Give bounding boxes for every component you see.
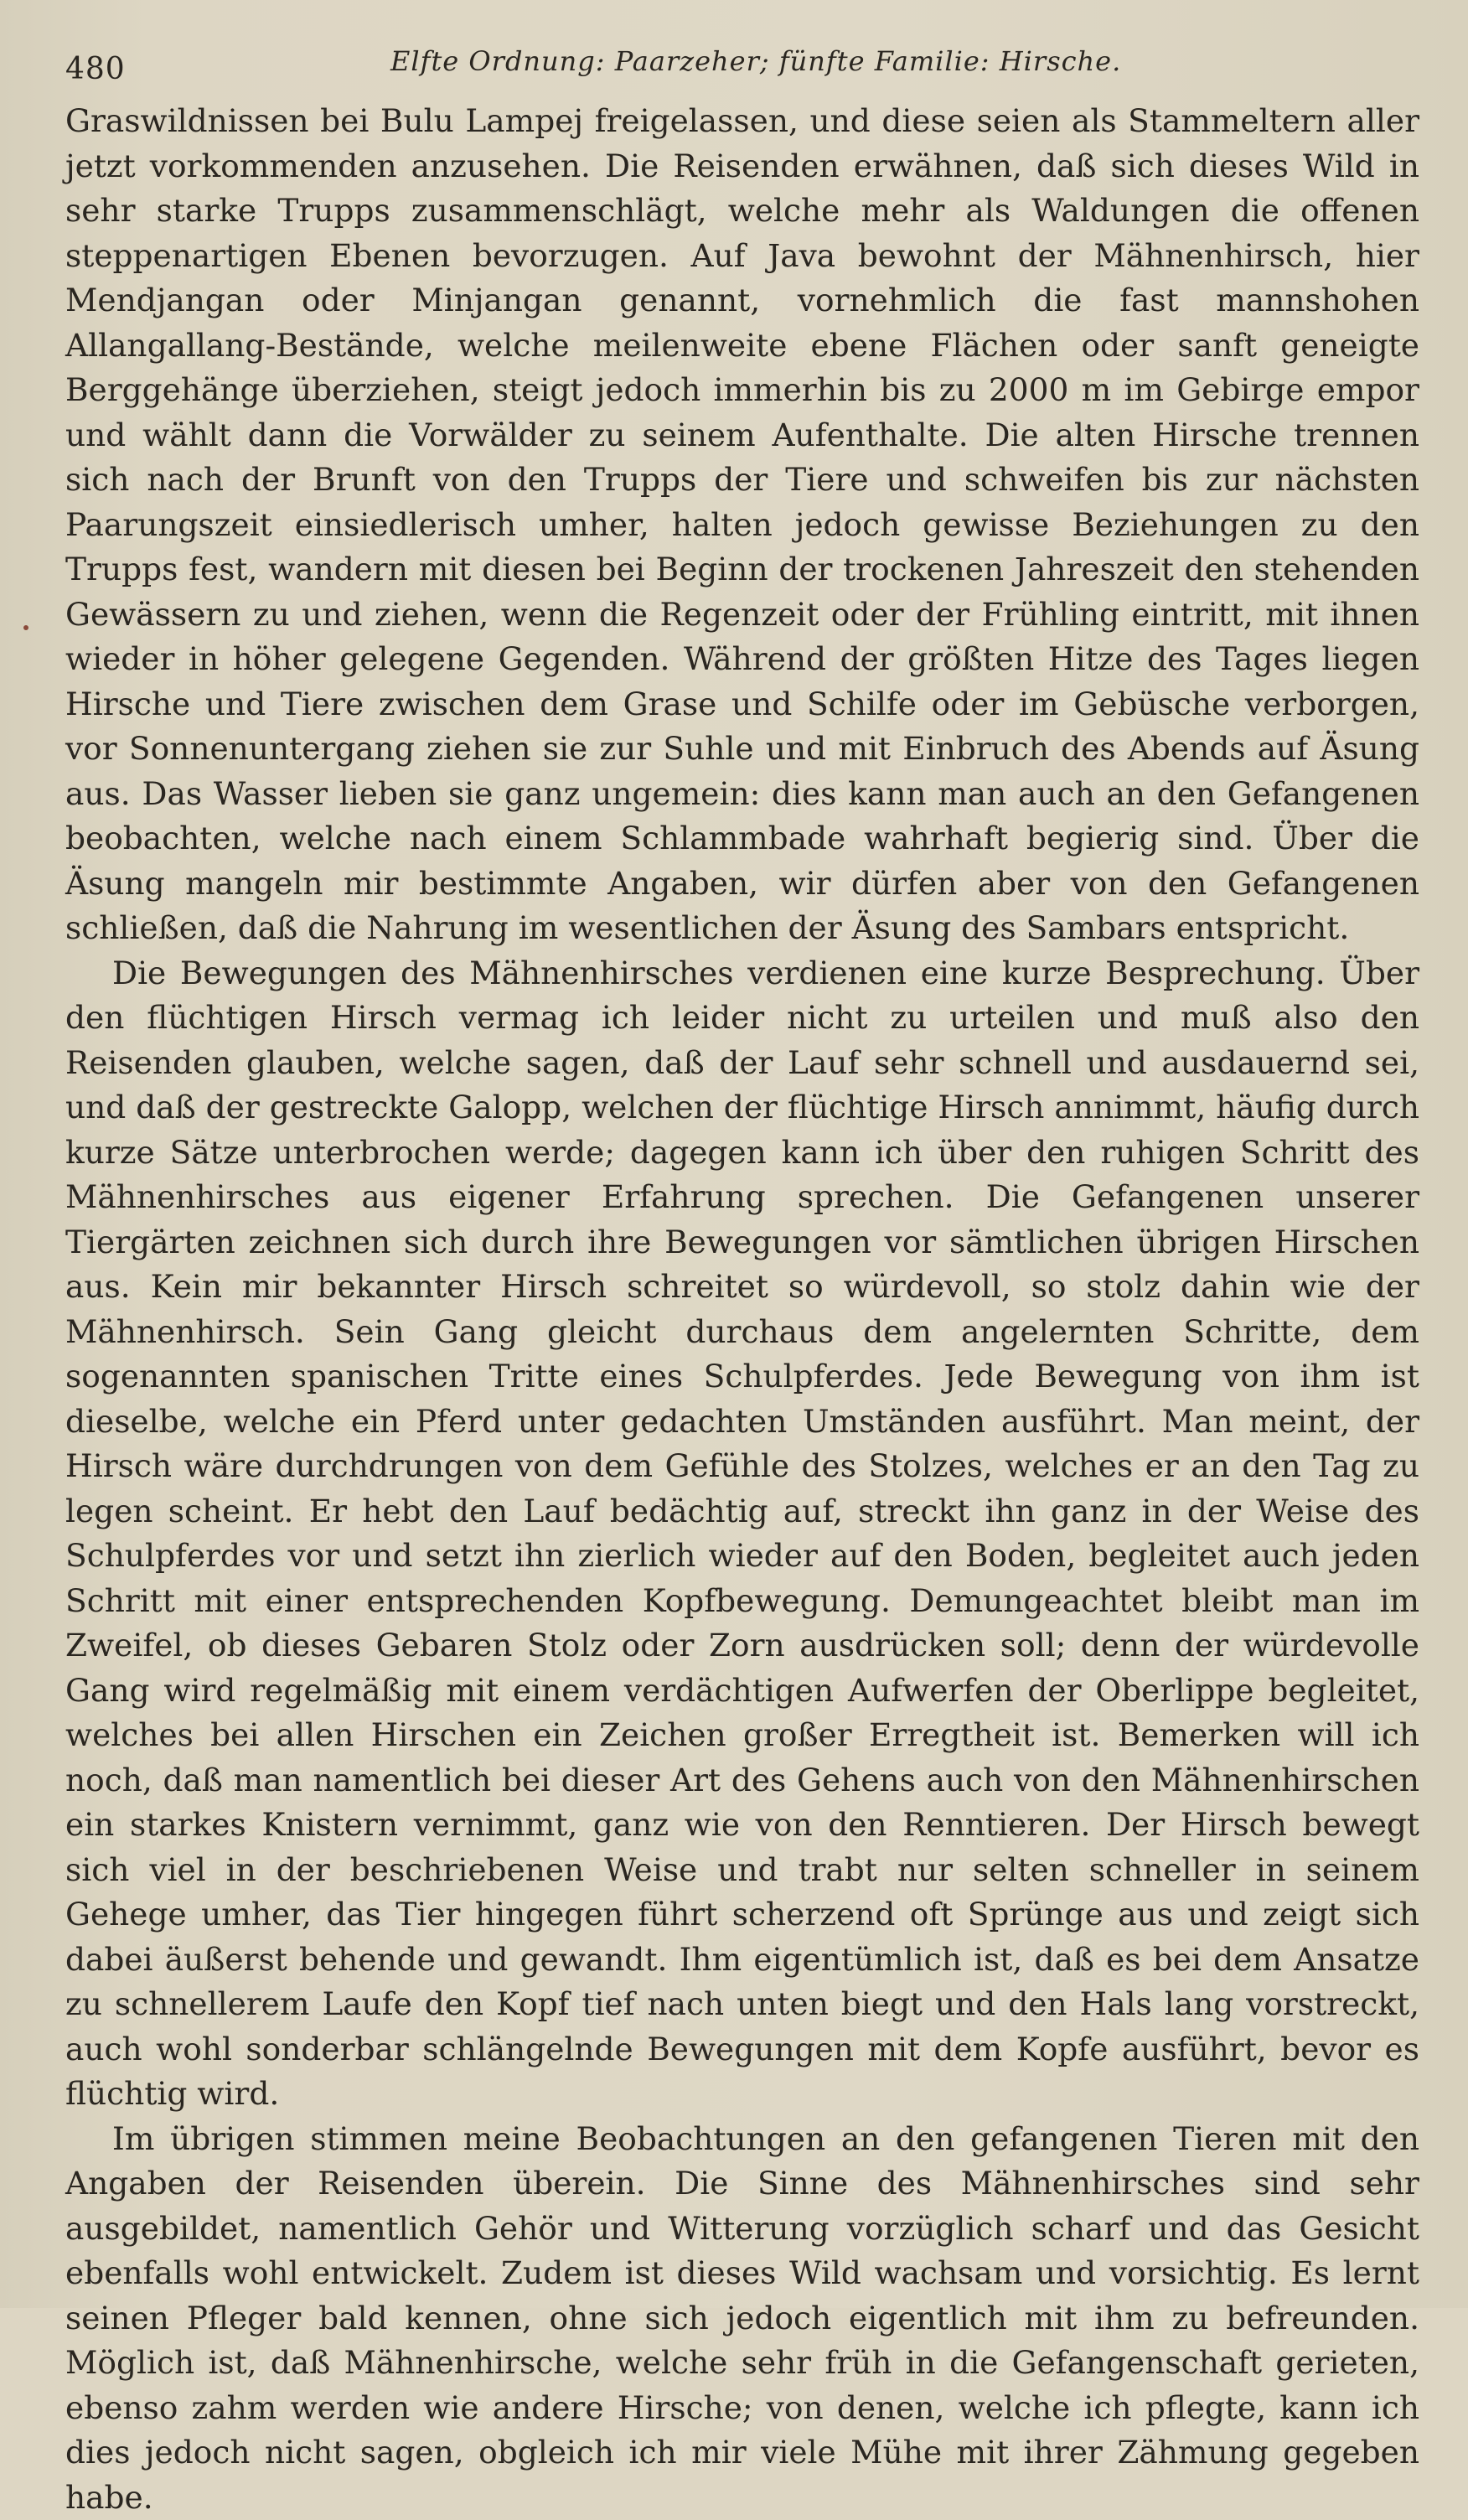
margin-mark [23, 625, 28, 630]
paragraph-3: Im übrigen stimmen meine Beobachtungen an den gefangenen Tieren mit den Angaben der Reisenden überein. Die Sinne des Mähnenhirsches sind sehr ausgebildet, namentlich Gehör und Witterung vorzüglich scharf und das Gesicht ebenfalls wohl entwickelt. Zudem ist dieses Wild wachsam und vorsichtig. Es lernt seinen Pfleger bald kennen, ohne sich jedoch eigentlich mit ihm zu befreunden. Möglich ist, daß Mähnenhirsche, welche sehr früh in die Gefangenschaft gerieten, ebenso zahm werden wie andere Hirsche; von denen, welche ich pflegte, kann ich dies jedoch nicht sagen, obgleich ich mir viele Mühe mit ihrer Zähmung gegeben habe. [65, 2117, 1419, 2520]
paragraph-1: Graswildnissen bei Bulu Lampej freigelassen, und diese seien als Stammeltern aller jetzt vorkommenden anzusehen. Die Reisenden erwähnen, daß sich dieses Wild in sehr starke Trupps zusammenschlägt, welche mehr als Waldungen die offenen steppenartigen Ebenen bevorzugen. Auf Java bewohnt der Mähnenhirsch, hier Mendjangan oder Minjangan genannt, vornehmlich die fast mannshohen Allangallang-Bestände, welche meilenweite ebene Flächen oder sanft geneigte Berggehänge überziehen, steigt jedoch immerhin bis zu 2000 m im Gebirge empor und wählt dann die Vorwälder zu seinem Aufenthalte. Die alten Hirsche trennen sich nach der Brunft von den Trupps der Tiere und schweifen bis zur nächsten Paarungszeit einsiedlerisch umher, halten jedoch gewisse Beziehungen zu den Trupps fest, wandern mit diesen bei Beginn der trockenen Jahreszeit den stehenden Gewässern zu und ziehen, wenn die Regenzeit oder der Frühling eintritt, mit ihnen wieder in höher gelegene Gegenden. Während der größten Hitze des Tages liegen Hirsche und Tiere zwischen dem Grase und Schilfe oder im Gebüsche verborgen, vor Sonnenuntergang ziehen sie zur Suhle und mit Einbruch des Abends auf Äsung aus. Das Wasser lieben sie ganz ungemein: dies kann man auch an den Gefangenen beobachten, welche nach einem Schlammbade wahrhaft begierig sind. Über die Äsung mangeln mir bestimmte Angaben, wir dürfen aber von den Gefangenen schließen, daß die Nahrung im wesentlichen der Äsung des Sambars entspricht. [65, 99, 1419, 951]
page-number: 480 [65, 52, 126, 86]
running-head: Elfte Ordnung: Paarzeher; fünfte Familie: Hirsche. [390, 45, 1121, 77]
paragraph-2: Die Bewegungen des Mähnenhirsches verdienen eine kurze Besprechung. Über den flüchtigen Hirsch vermag ich leider nicht zu urteilen und muß also den Reisenden glauben, welche sagen, daß der Lauf sehr schnell und ausdauernd sei, und daß der gestreckte Galopp, welchen der flüchtige Hirsch annimmt, häufig durch kurze Sätze unterbrochen werde; dagegen kann ich über den ruhigen Schritt des Mähnenhirsches aus eigener Erfahrung sprechen. Die Gefangenen unserer Tiergärten zeichnen sich durch ihre Bewegungen vor sämtlichen übrigen Hirschen aus. Kein mir bekannter Hirsch schreitet so würdevoll, so stolz dahin wie der Mähnenhirsch. Sein Gang gleicht durchaus dem angelernten Schritte, dem sogenannten spanischen Tritte eines Schulpferdes. Jede Bewegung von ihm ist dieselbe, welche ein Pferd unter gedachten Umständen ausführt. Man meint, der Hirsch wäre durchdrungen von dem Gefühle des Stolzes, welches er an den Tag zu legen scheint. Er hebt den Lauf bedächtig auf, streckt ihn ganz in der Weise des Schulpferdes vor und setzt ihn zierlich wieder auf den Boden, begleitet auch jeden Schritt mit einer entsprechenden Kopfbewegung. Demungeachtet bleibt man im Zweifel, ob dieses Gebaren Stolz oder Zorn ausdrücken soll; denn der würdevolle Gang wird regelmäßig mit einem verdächtigen Aufwerfen der Oberlippe begleitet, welches bei allen Hirschen ein Zeichen großer Erregtheit ist. Bemerken will ich noch, daß man namentlich bei dieser Art des Gehens auch von den Mähnenhirschen ein starkes Knistern vernimmt, ganz wie von den Renntieren. Der Hirsch bewegt sich viel in der beschriebenen Weise und trabt nur selten schneller in seinem Gehege umher, das Tier hingegen führt scherzend oft Sprünge aus und zeigt sich dabei äußerst behende und gewandt. Ihm eigentümlich ist, daß es bei dem Ansatze zu schnellerem Laufe den Kopf tief nach unten biegt und den Hals lang vorstreckt, auch wohl sonderbar schlängelnde Bewegungen mit dem Kopfe ausführt, bevor es flüchtig wird. [65, 951, 1419, 2117]
body-text [65, 99, 1419, 2520]
page-header [65, 40, 1419, 99]
